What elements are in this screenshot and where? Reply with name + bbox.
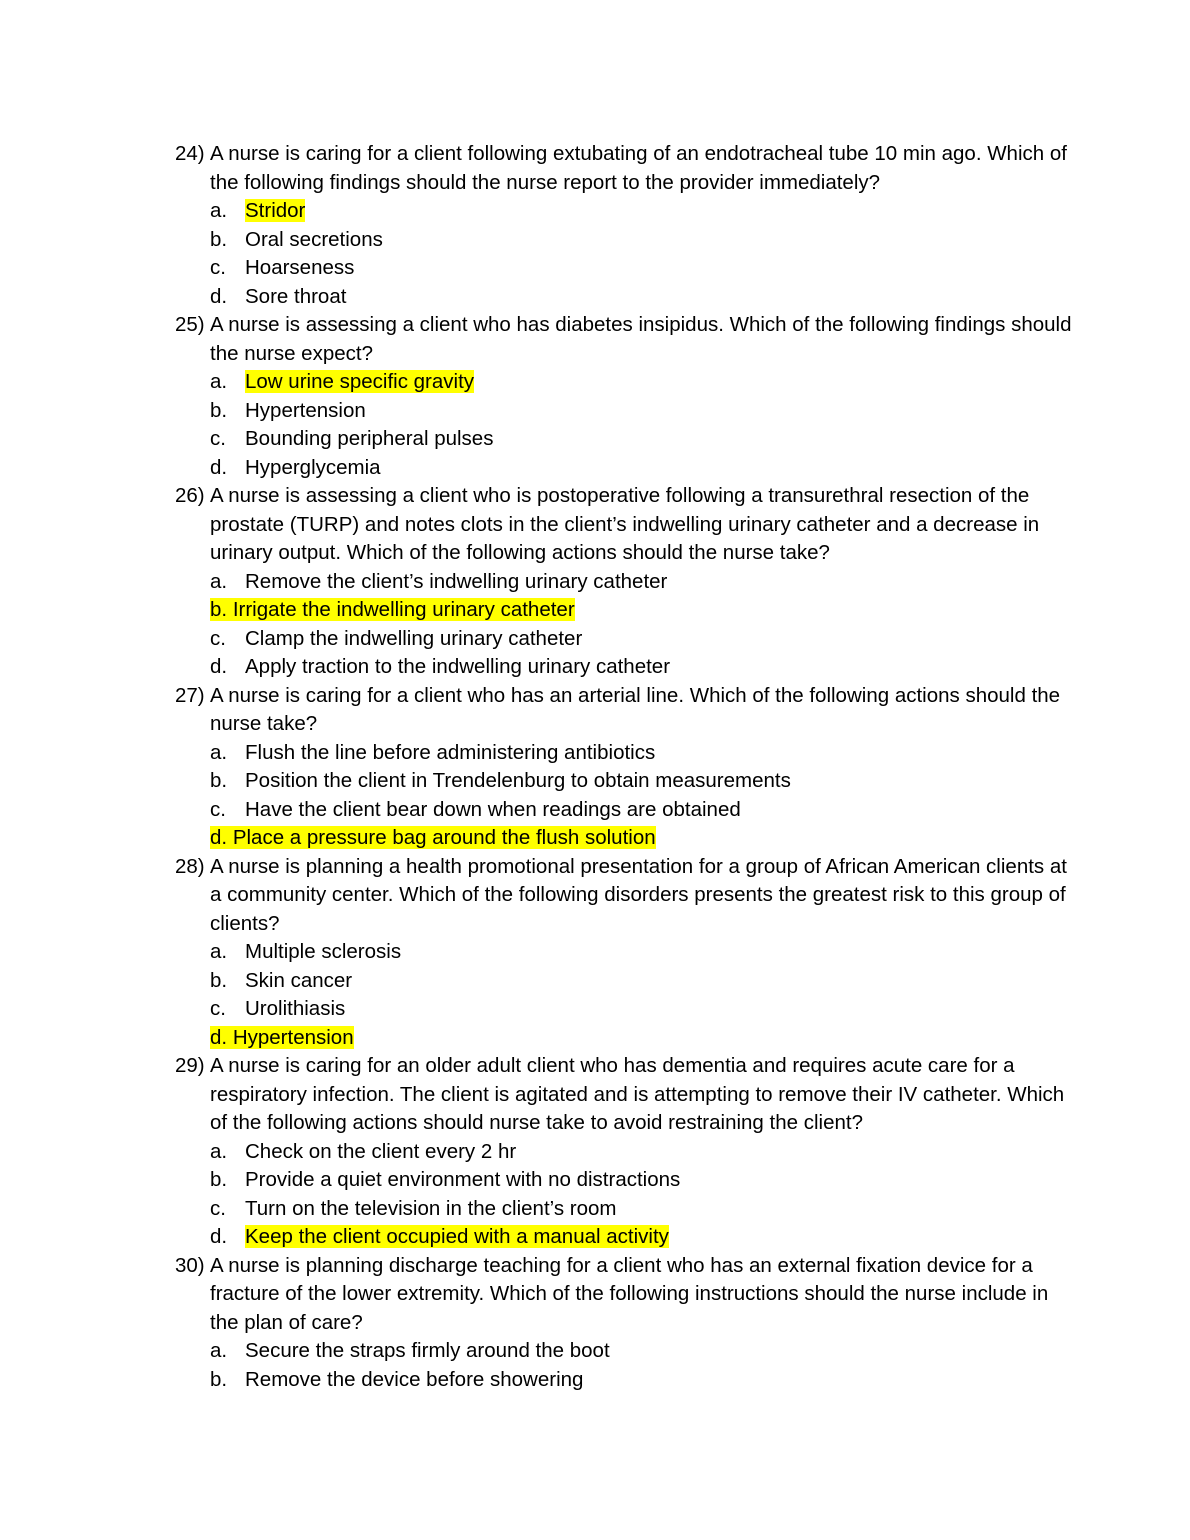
question-item bbox=[175, 140, 1075, 311]
question-number: 27) bbox=[175, 683, 205, 707]
option-text: Hypertension bbox=[245, 398, 366, 422]
question-stem bbox=[175, 1052, 1075, 1138]
option-letter: d. bbox=[210, 1225, 228, 1248]
question-text: A nurse is caring for a client who has an arterial line. Which of the following actions should the nurse take? bbox=[210, 683, 1061, 735]
option-letter: d. bbox=[210, 655, 228, 678]
highlighted-answer bbox=[210, 826, 656, 849]
option-text: Turn on the television in the client’s room bbox=[245, 1196, 617, 1220]
option-text: Position the client in Trendelenburg to obtain measurements bbox=[245, 769, 791, 792]
highlighted-answer bbox=[210, 598, 575, 621]
question-text: A nurse is caring for a client following extubating of an endotracheal tube 10 min ago. Which of the following findings should the nurse report to the provider immediately? bbox=[210, 142, 1067, 194]
option-text: Multiple sclerosis bbox=[245, 940, 402, 963]
option-letter: d. bbox=[210, 284, 228, 308]
answer-option bbox=[210, 368, 1075, 397]
answer-options bbox=[210, 568, 1075, 682]
option-text: Hypertension bbox=[232, 1025, 354, 1049]
answer-options bbox=[210, 938, 1075, 1052]
option-text: Check on the client every 2 hr bbox=[245, 1139, 517, 1163]
question-number: 25) bbox=[175, 313, 205, 336]
highlighted-answer: Low urine specific gravity bbox=[245, 370, 475, 393]
question-item bbox=[175, 682, 1075, 853]
question-item bbox=[175, 1052, 1075, 1252]
option-text: Remove the device before showering bbox=[245, 1367, 584, 1391]
question-stem bbox=[175, 311, 1075, 368]
question-list bbox=[175, 140, 1075, 1394]
question-item bbox=[175, 311, 1075, 482]
option-letter: a. bbox=[210, 1339, 228, 1362]
answer-option bbox=[210, 967, 1075, 996]
question-number: 26) bbox=[175, 484, 205, 507]
question-number: 29) bbox=[175, 1054, 205, 1077]
question-item bbox=[175, 853, 1075, 1053]
answer-option bbox=[210, 197, 1075, 226]
option-text: Hoarseness bbox=[245, 256, 355, 279]
option-text: Urolithiasis bbox=[245, 997, 346, 1020]
question-text: A nurse is planning discharge teaching for a client who has an external fixation device for a fracture of the lower extremity. Which of the following instructions should the nurse include in the plan of care? bbox=[210, 1253, 1049, 1334]
option-text: Remove the client’s indwelling urinary catheter bbox=[245, 569, 668, 593]
answer-options bbox=[210, 1337, 1075, 1394]
option-text: Hyperglycemia bbox=[245, 455, 381, 479]
highlighted-answer bbox=[210, 1026, 354, 1049]
question-number: 24) bbox=[175, 142, 205, 165]
answer-option bbox=[210, 1138, 1075, 1167]
question-text: A nurse is caring for an older adult client who has dementia and requires acute care for a respiratory infection. The client is agitated and is attempting to remove their IV catheter. Which of the following actions should nurse take to avoid restraining the client? bbox=[210, 1054, 1065, 1134]
option-text: Irrigate the indwelling urinary catheter bbox=[232, 598, 575, 621]
answer-option bbox=[210, 283, 1075, 312]
option-text: Bounding peripheral pulses bbox=[245, 427, 494, 450]
option-letter: a. bbox=[210, 370, 228, 393]
answer-option bbox=[210, 824, 1075, 853]
option-letter: c. bbox=[210, 256, 226, 279]
option-letter: a. bbox=[210, 199, 228, 222]
option-letter: a. bbox=[210, 940, 228, 963]
answer-option bbox=[210, 596, 1075, 625]
option-text: Apply traction to the indwelling urinary catheter bbox=[245, 655, 671, 678]
option-text: Provide a quiet environment with no distractions bbox=[245, 1168, 681, 1191]
answer-option bbox=[210, 254, 1075, 283]
answer-option bbox=[210, 995, 1075, 1024]
option-letter: c. bbox=[210, 1196, 226, 1220]
option-text: Secure the straps firmly around the boot bbox=[245, 1339, 610, 1362]
option-text: Sore throat bbox=[245, 284, 347, 308]
question-stem bbox=[175, 853, 1075, 939]
answer-option bbox=[210, 1024, 1075, 1053]
option-text: Skin cancer bbox=[245, 968, 353, 992]
answer-option bbox=[210, 1337, 1075, 1366]
answer-option bbox=[210, 397, 1075, 426]
question-item bbox=[175, 1252, 1075, 1395]
option-letter: c. bbox=[210, 997, 226, 1020]
option-letter: d. bbox=[210, 455, 228, 479]
option-text: Have the client bear down when readings are obtained bbox=[245, 797, 741, 821]
answer-option bbox=[210, 226, 1075, 255]
answer-option bbox=[210, 1366, 1075, 1395]
option-letter: a. bbox=[210, 740, 228, 764]
answer-option bbox=[210, 1223, 1075, 1252]
answer-option bbox=[210, 454, 1075, 483]
option-letter: b. bbox=[210, 1168, 228, 1191]
highlighted-answer: Keep the client occupied with a manual activity bbox=[245, 1225, 669, 1248]
answer-options bbox=[210, 1138, 1075, 1252]
option-letter: c. bbox=[210, 626, 226, 650]
option-letter: a. bbox=[210, 569, 228, 593]
option-letter: c. bbox=[210, 427, 226, 450]
question-stem bbox=[175, 1252, 1075, 1338]
option-letter: d. bbox=[210, 826, 228, 849]
highlighted-answer: Stridor bbox=[245, 199, 306, 222]
answer-option bbox=[210, 1166, 1075, 1195]
question-stem bbox=[175, 682, 1075, 739]
answer-options bbox=[210, 368, 1075, 482]
answer-option bbox=[210, 1195, 1075, 1224]
option-text: Flush the line before administering antibiotics bbox=[245, 740, 656, 764]
answer-option bbox=[210, 767, 1075, 796]
option-text: Place a pressure bag around the flush solution bbox=[232, 826, 656, 849]
answer-option bbox=[210, 568, 1075, 597]
answer-option bbox=[210, 796, 1075, 825]
question-stem bbox=[175, 482, 1075, 568]
question-text: A nurse is assessing a client who has diabetes insipidus. Which of the following findings should the nurse expect? bbox=[210, 313, 1072, 365]
option-text: Clamp the indwelling urinary catheter bbox=[245, 626, 583, 650]
option-letter: b. bbox=[210, 398, 228, 422]
answer-option bbox=[210, 938, 1075, 967]
option-letter: b. bbox=[210, 227, 228, 251]
option-letter: b. bbox=[210, 769, 228, 792]
answer-options bbox=[210, 197, 1075, 311]
answer-option bbox=[210, 653, 1075, 682]
option-letter: b. bbox=[210, 598, 228, 621]
question-number: 30) bbox=[175, 1253, 205, 1277]
option-letter: a. bbox=[210, 1139, 228, 1163]
option-letter: d. bbox=[210, 1025, 228, 1049]
answer-option bbox=[210, 425, 1075, 454]
answer-options bbox=[210, 739, 1075, 853]
option-letter: c. bbox=[210, 797, 226, 821]
question-number: 28) bbox=[175, 854, 205, 878]
answer-option bbox=[210, 625, 1075, 654]
option-letter: b. bbox=[210, 968, 228, 992]
option-letter: b. bbox=[210, 1367, 228, 1391]
question-item bbox=[175, 482, 1075, 682]
question-text: A nurse is planning a health promotional presentation for a group of African American clients at a community center. Which of the following disorders presents the greatest risk to this group of clients? bbox=[210, 854, 1067, 935]
answer-option bbox=[210, 739, 1075, 768]
option-text: Oral secretions bbox=[245, 227, 383, 251]
question-text: A nurse is assessing a client who is postoperative following a transurethral resection of the prostate (TURP) and notes clots in the client’s indwelling urinary catheter and a decrease in urinary output. Which of the following actions should the nurse take? bbox=[210, 484, 1040, 564]
question-stem bbox=[175, 140, 1075, 197]
